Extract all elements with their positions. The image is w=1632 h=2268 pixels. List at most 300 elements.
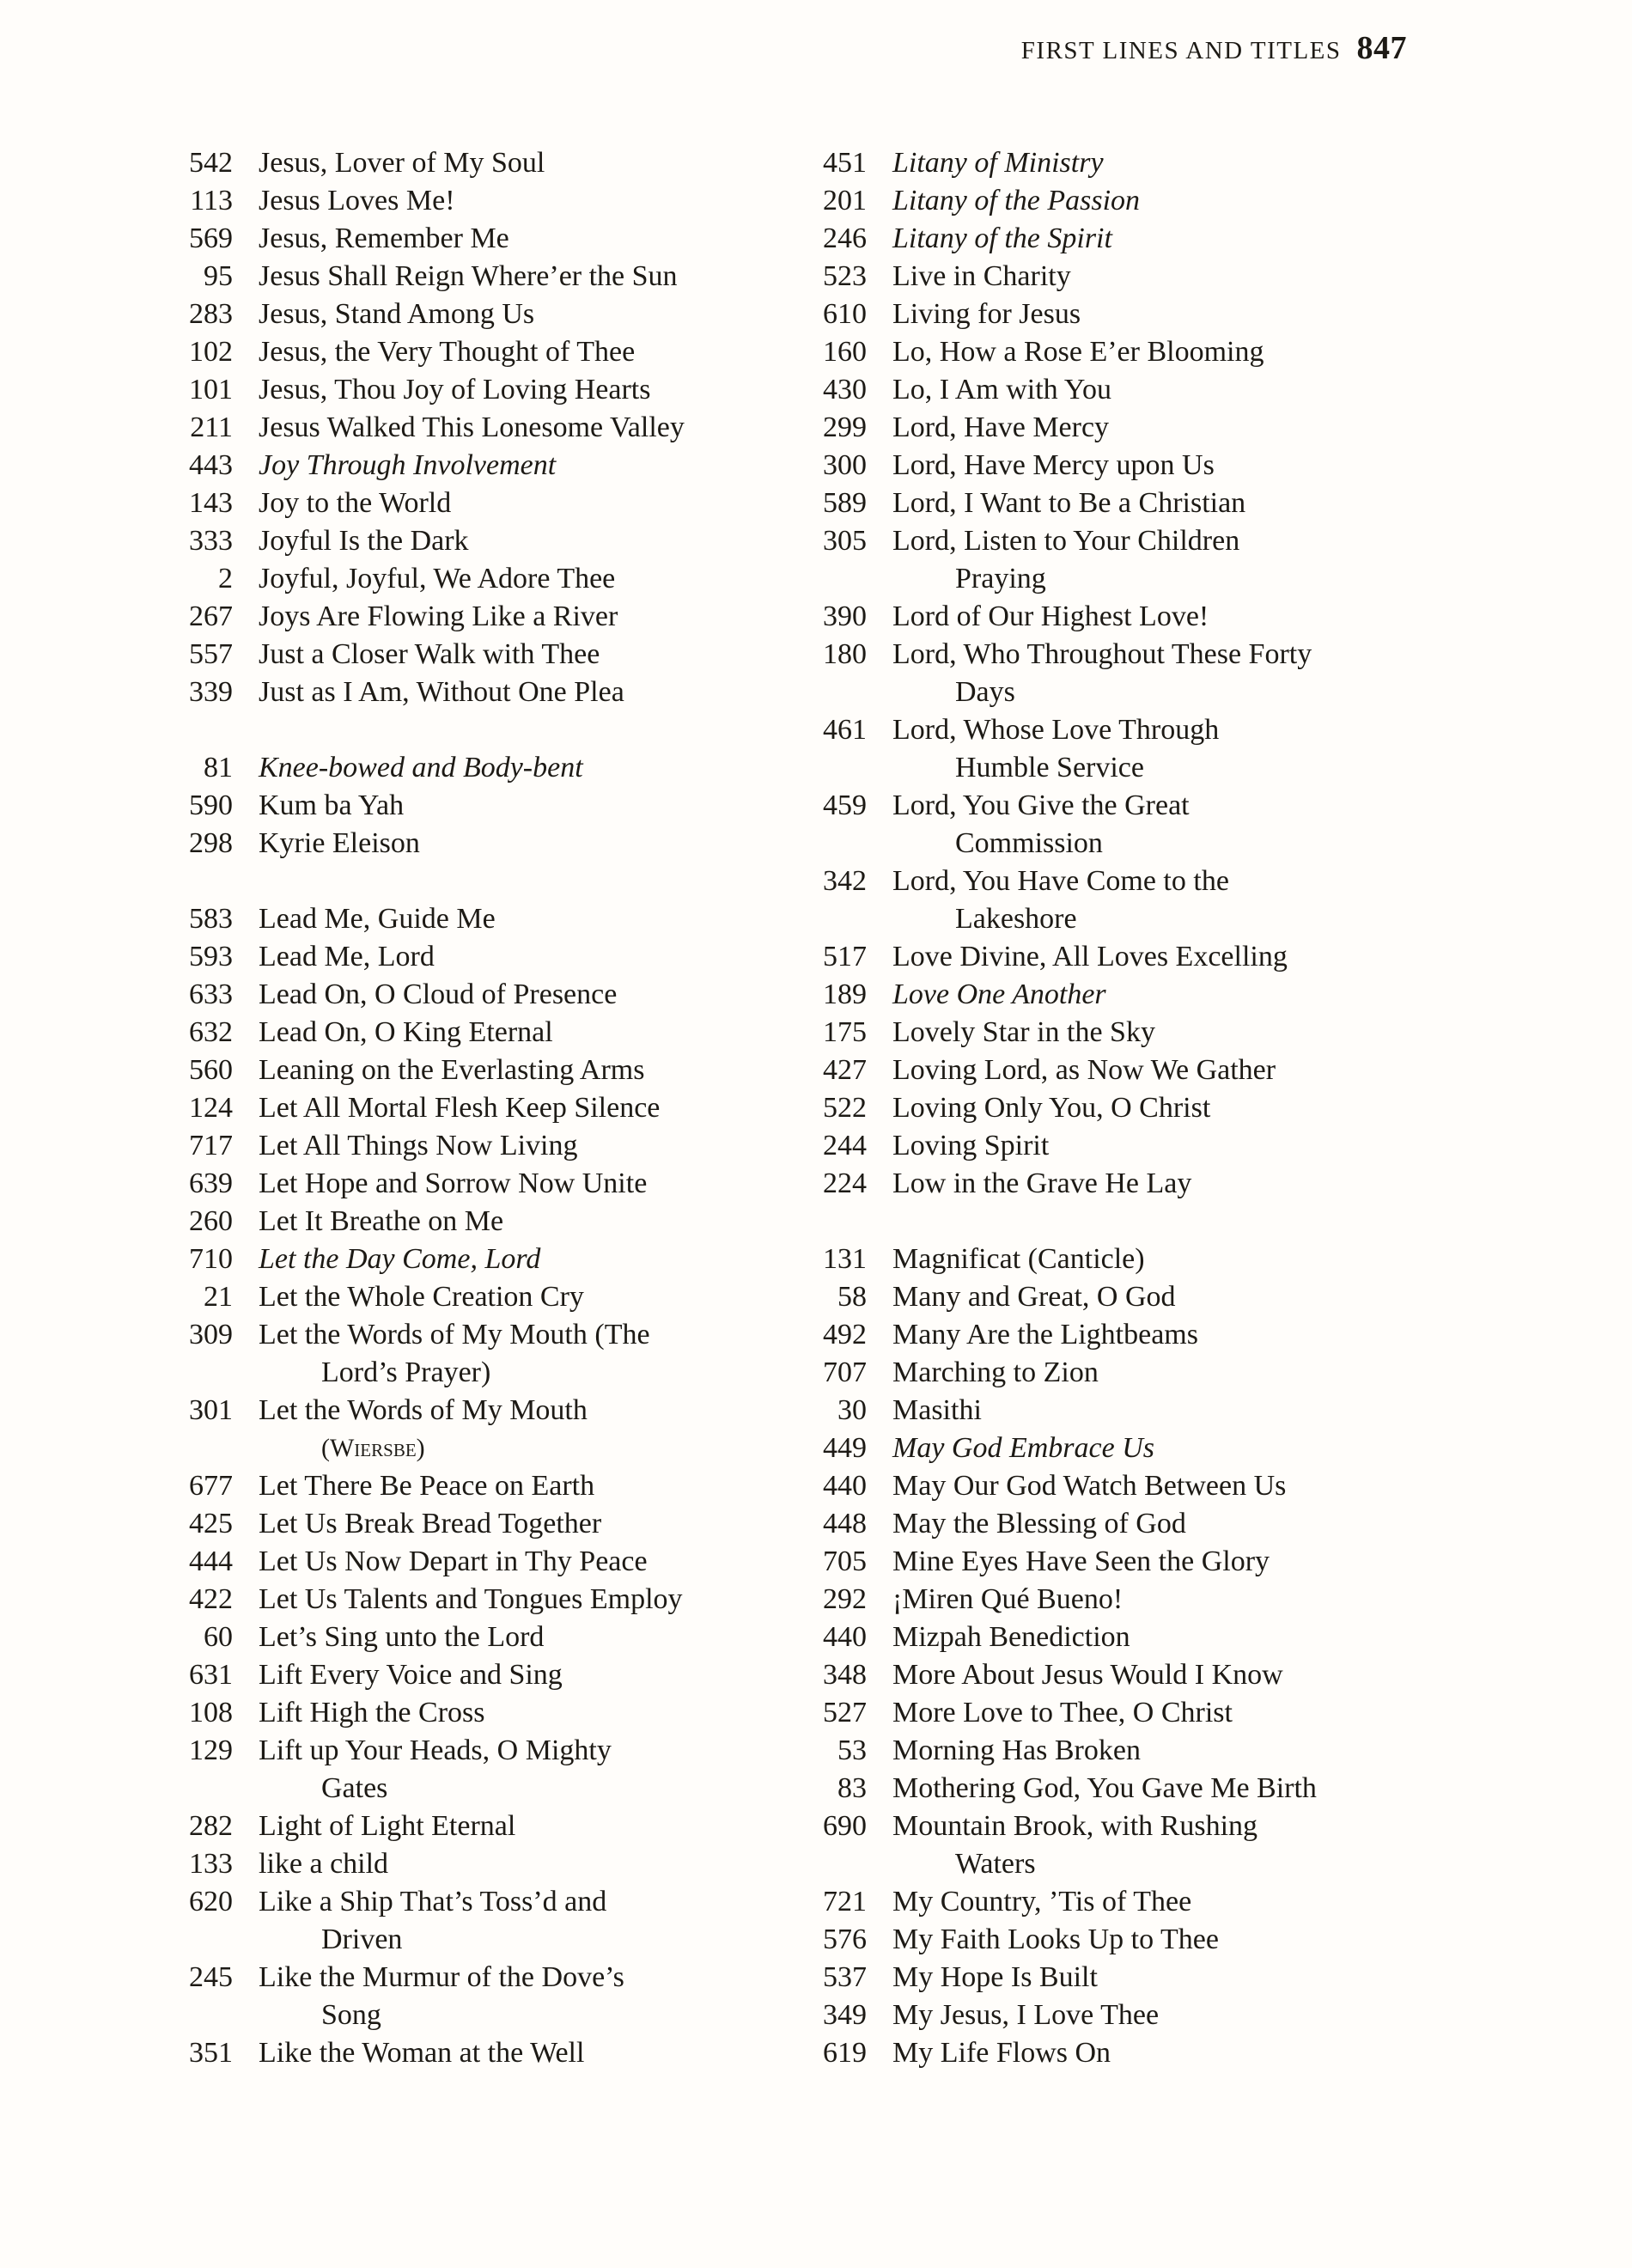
hymn-number: 245 [189, 1961, 233, 1993]
index-entry [120, 1656, 761, 1694]
index-entry [754, 787, 1441, 863]
index-entry [754, 1581, 1441, 1619]
index-entry [120, 182, 761, 220]
index-entry [120, 1203, 761, 1241]
hymn-number: 557 [189, 638, 233, 670]
hymn-title [892, 1997, 1441, 2034]
hymn-number: 102 [189, 336, 233, 368]
hymn-number: 2 [218, 563, 233, 594]
hymn-title-line: Lord, Listen to Your Children [892, 525, 1240, 557]
hymn-number: 260 [189, 1205, 233, 1237]
index-entry [120, 522, 761, 560]
hymn-number: 639 [189, 1168, 233, 1199]
index-entry [120, 220, 761, 258]
group-spacer [120, 863, 761, 900]
hymn-title-line: Jesus Shall Reign Where’er the Sun [259, 260, 678, 292]
hymn-title [259, 1203, 761, 1241]
hymn-title [892, 1014, 1441, 1052]
hymn-title-line: Let the Day Come, Lord [259, 1243, 541, 1275]
index-entry [754, 1354, 1441, 1392]
index-entry [120, 1694, 761, 1732]
hymn-title-line: like a child [259, 1848, 389, 1880]
index-entry [754, 636, 1441, 711]
index-entry [120, 825, 761, 863]
hymn-title-line: Lord, You Give the Great [892, 790, 1190, 821]
index-entry [754, 1732, 1441, 1770]
hymn-number: 301 [189, 1394, 233, 1426]
hymn-title-line: Jesus Walked This Lonesome Valley [259, 412, 685, 443]
hymn-title-line: Loving Lord, as Now We Gather [892, 1054, 1276, 1086]
hymn-title-line: Love Divine, All Loves Excelling [892, 941, 1288, 972]
hymn-title [259, 485, 761, 522]
hymn-number: 244 [823, 1130, 867, 1161]
hymn-title-line: Leaning on the Everlasting Arms [259, 1054, 645, 1086]
hymn-number: 21 [204, 1281, 233, 1313]
hymn-number: 351 [189, 2037, 233, 2069]
hymn-number: 710 [189, 1243, 233, 1275]
hymn-title-line: Jesus, Lover of My Soul [259, 147, 545, 179]
hymn-number: 81 [204, 752, 233, 783]
hymn-title [892, 711, 1441, 787]
index-entry [754, 976, 1441, 1014]
hymn-title [892, 1354, 1441, 1392]
hymn-title-line: Let All Things Now Living [259, 1130, 578, 1161]
index-entry [754, 447, 1441, 485]
index-entry [754, 1278, 1441, 1316]
hymn-title [259, 1278, 761, 1316]
hymn-number: 282 [189, 1810, 233, 1842]
hymn-title [892, 1619, 1441, 1656]
hymn-title [892, 1316, 1441, 1354]
hymn-title-line: Lord, Who Throughout These Forty [892, 638, 1312, 670]
hymn-title-continuation: Gates [321, 1772, 388, 1804]
hymn-title [892, 220, 1441, 258]
index-entry [754, 182, 1441, 220]
hymn-title [259, 1014, 761, 1052]
hymn-title-line: Lift High the Cross [259, 1697, 485, 1728]
hymn-title-line: Let the Whole Creation Cry [259, 1281, 584, 1313]
hymn-title-line: Lo, How a Rose E’er Blooming [892, 336, 1264, 368]
hymn-number: 427 [823, 1054, 867, 1086]
hymn-title-line: Litany of the Spirit [892, 223, 1112, 254]
index-entry [120, 485, 761, 522]
hymn-title-line: Light of Light Eternal [259, 1810, 516, 1842]
hymn-number: 333 [189, 525, 233, 557]
hymn-title [892, 2034, 1441, 2072]
hymn-title [259, 1241, 761, 1278]
hymn-title [892, 863, 1441, 938]
index-entry [120, 1052, 761, 1089]
index-entry [120, 1845, 761, 1883]
hymn-number: 721 [823, 1886, 867, 1917]
hymn-title-line: Masithi [892, 1394, 982, 1426]
hymn-title [259, 447, 761, 485]
hymn-title [259, 1883, 761, 1959]
hymn-title [892, 1430, 1441, 1467]
hymn-number: 522 [823, 1092, 867, 1124]
index-entry [120, 787, 761, 825]
hymn-title [892, 296, 1441, 333]
hymn-title-line: Just as I Am, Without One Plea [259, 676, 624, 708]
hymn-title-line: Many Are the Lightbeams [892, 1319, 1198, 1350]
hymn-title-line: My Faith Looks Up to Thee [892, 1924, 1219, 1955]
hymn-number: 443 [189, 449, 233, 481]
index-entry [754, 1165, 1441, 1203]
hymn-title [892, 447, 1441, 485]
hymn-title [259, 1392, 761, 1467]
hymn-number: 527 [823, 1697, 867, 1728]
hymn-title-line: Joy to the World [259, 487, 452, 519]
hymn-title [892, 1694, 1441, 1732]
hymn-title [259, 1052, 761, 1089]
hymn-number: 342 [823, 865, 867, 897]
hymn-title-line: Jesus Loves Me! [259, 185, 455, 216]
hymn-title-line: Low in the Grave He Lay [892, 1168, 1192, 1199]
index-column-right [754, 144, 1441, 2072]
hymn-number: 449 [823, 1432, 867, 1464]
hymn-title-line: My Hope Is Built [892, 1961, 1098, 1993]
hymn-title [892, 1467, 1441, 1505]
hymn-title-line: More About Jesus Would I Know [892, 1659, 1283, 1691]
hymn-title [259, 598, 761, 636]
hymn-number: 631 [189, 1659, 233, 1691]
index-entry [120, 1467, 761, 1505]
hymn-title-line: Like the Woman at the Well [259, 2037, 585, 2069]
hymn-number: 425 [189, 1508, 233, 1539]
index-entry [120, 1127, 761, 1165]
hymn-title [892, 1089, 1441, 1127]
hymn-title [259, 976, 761, 1014]
hymn-title-line: Lead Me, Lord [259, 941, 435, 972]
hymn-title-line: Live in Charity [892, 260, 1071, 292]
hymn-title [892, 1127, 1441, 1165]
hymn-title-line: My Jesus, I Love Thee [892, 1999, 1160, 2031]
index-entry [120, 1014, 761, 1052]
index-entry [120, 1505, 761, 1543]
index-entry [754, 296, 1441, 333]
hymn-title [259, 1089, 761, 1127]
hymn-title [892, 976, 1441, 1014]
hymn-title [892, 182, 1441, 220]
index-entry [120, 976, 761, 1014]
index-entry [120, 560, 761, 598]
index-entry [120, 371, 761, 409]
hymn-title [259, 1959, 761, 2034]
index-entry [120, 1165, 761, 1203]
index-entry [120, 1543, 761, 1581]
hymn-number: 632 [189, 1016, 233, 1048]
hymn-title-line: Lead Me, Guide Me [259, 903, 496, 935]
hymn-title [892, 1278, 1441, 1316]
hymn-title [892, 258, 1441, 296]
hymn-number: 101 [189, 374, 233, 405]
hymn-title [259, 1505, 761, 1543]
hymn-title [892, 636, 1441, 711]
index-entry [120, 598, 761, 636]
hymn-number: 517 [823, 941, 867, 972]
hymn-number: 180 [823, 638, 867, 670]
index-entry [754, 333, 1441, 371]
hymn-title [892, 371, 1441, 409]
hymn-title [259, 1694, 761, 1732]
hymn-title-line: Marching to Zion [892, 1357, 1099, 1388]
hymn-title [892, 1732, 1441, 1770]
group-spacer [120, 711, 761, 749]
index-entry [754, 863, 1441, 938]
hymn-title [892, 787, 1441, 863]
hymn-number: 537 [823, 1961, 867, 1993]
hymn-number: 299 [823, 412, 867, 443]
hymn-number: 113 [190, 185, 233, 216]
page-header [1021, 29, 1407, 67]
hymn-title-line: Kum ba Yah [259, 790, 405, 821]
hymn-title-line: Like the Murmur of the Dove’s [259, 1961, 624, 1993]
index-entry [754, 258, 1441, 296]
hymn-title-line: Lord, Have Mercy [892, 412, 1110, 443]
index-entry [754, 1430, 1441, 1467]
index-entry [120, 296, 761, 333]
index-entry [754, 220, 1441, 258]
hymn-title-line: Lead On, O King Eternal [259, 1016, 553, 1048]
index-entry [754, 2034, 1441, 2072]
hymn-title [259, 1581, 761, 1619]
hymn-title-line: Let’s Sing unto the Lord [259, 1621, 545, 1653]
group-spacer [754, 1203, 1441, 1241]
hymn-number: 589 [823, 487, 867, 519]
hymn-title-line: Let the Words of My Mouth (The [259, 1319, 650, 1350]
hymn-title-line: Lord of Our Highest Love! [892, 601, 1209, 632]
hymn-number: 444 [189, 1546, 233, 1577]
hymn-title-continuation: Song [321, 1999, 381, 2031]
hymn-number: 459 [823, 790, 867, 821]
hymn-title [259, 1127, 761, 1165]
hymn-title [259, 1619, 761, 1656]
hymn-title-continuation: Humble Service [955, 752, 1144, 783]
hymn-title-line: More Love to Thee, O Christ [892, 1697, 1233, 1728]
hymn-number: 201 [823, 185, 867, 216]
index-entry [754, 1089, 1441, 1127]
hymn-title [892, 1392, 1441, 1430]
hymn-number: 542 [189, 147, 233, 179]
hymn-number: 492 [823, 1319, 867, 1350]
index-entry [120, 2034, 761, 2072]
index-entry [754, 711, 1441, 787]
hymn-title [259, 1467, 761, 1505]
index-entry [754, 409, 1441, 447]
hymn-title [259, 938, 761, 976]
hymn-number: 451 [823, 147, 867, 179]
hymn-title [259, 182, 761, 220]
hymn-title [892, 144, 1441, 182]
hymn-title-continuation: Days [955, 676, 1015, 708]
hymn-number: 53 [837, 1735, 867, 1766]
hymn-title-line: My Life Flows On [892, 2037, 1111, 2069]
hymn-title [259, 296, 761, 333]
hymn-number: 523 [823, 260, 867, 292]
index-entry [754, 1543, 1441, 1581]
hymn-title-line: Kyrie Eleison [259, 827, 420, 859]
hymn-title [259, 825, 761, 863]
hymn-number: 448 [823, 1508, 867, 1539]
hymn-number: 677 [189, 1470, 233, 1502]
index-entry [754, 1467, 1441, 1505]
hymn-title [892, 1656, 1441, 1694]
hymn-title-line: Mothering God, You Gave Me Birth [892, 1772, 1317, 1804]
hymn-title [259, 333, 761, 371]
hymn-number: 610 [823, 298, 867, 330]
hymn-title-line: Lead On, O Cloud of Presence [259, 979, 618, 1010]
hymn-title-line: Joyful Is the Dark [259, 525, 469, 557]
index-entry [754, 1883, 1441, 1921]
hymn-title [259, 1845, 761, 1883]
hymn-title [259, 1543, 761, 1581]
index-entry [120, 1089, 761, 1127]
hymn-number: 633 [189, 979, 233, 1010]
index-entry [754, 1241, 1441, 1278]
hymn-number: 620 [189, 1886, 233, 1917]
hymn-title [259, 674, 761, 711]
hymn-title [892, 1505, 1441, 1543]
hymn-title [892, 1770, 1441, 1808]
hymn-number: 246 [823, 223, 867, 254]
index-entry [120, 333, 761, 371]
index-entry [120, 1732, 761, 1808]
index-entry [754, 1959, 1441, 1997]
index-entry [120, 1619, 761, 1656]
hymn-number: 569 [189, 223, 233, 254]
hymn-number: 175 [823, 1016, 867, 1048]
hymn-title-line: Love One Another [892, 979, 1106, 1010]
hymn-number: 440 [823, 1621, 867, 1653]
hymn-number: 129 [189, 1735, 233, 1766]
hymn-title [259, 636, 761, 674]
hymn-title-line: Lord, Whose Love Through [892, 714, 1220, 746]
hymn-number: 576 [823, 1924, 867, 1955]
hymn-number: 461 [823, 714, 867, 746]
hymn-title-line: Just a Closer Walk with Thee [259, 638, 600, 670]
hymn-number: 160 [823, 336, 867, 368]
hymn-number: 583 [189, 903, 233, 935]
hymn-title-line: My Country, ’Tis of Thee [892, 1886, 1192, 1917]
hymn-number: 108 [189, 1697, 233, 1728]
hymn-number: 590 [189, 790, 233, 821]
hymn-number: 224 [823, 1168, 867, 1199]
hymn-title-line: Like a Ship That’s Toss’d and [259, 1886, 607, 1917]
index-entry [754, 144, 1441, 182]
hymn-title-line: Let There Be Peace on Earth [259, 1470, 595, 1502]
hymn-title-continuation: Praying [955, 563, 1046, 594]
hymn-title [259, 1656, 761, 1694]
index-entry [754, 1014, 1441, 1052]
hymn-title [259, 749, 761, 787]
hymn-title-line: May Our God Watch Between Us [892, 1470, 1287, 1502]
index-entry [120, 1392, 761, 1467]
hymn-number: 60 [204, 1621, 233, 1653]
hymn-number: 95 [204, 260, 233, 292]
hymn-number: 705 [823, 1546, 867, 1577]
hymn-number: 267 [189, 601, 233, 632]
hymn-number: 390 [823, 601, 867, 632]
hymn-title [892, 938, 1441, 976]
hymn-title-line: Lord, You Have Come to the [892, 865, 1229, 897]
hymn-title-line: Mine Eyes Have Seen the Glory [892, 1546, 1270, 1577]
page-number: 847 [1356, 30, 1407, 66]
index-entry [754, 1392, 1441, 1430]
index-entry [120, 1581, 761, 1619]
hymn-number: 305 [823, 525, 867, 557]
index-entry [754, 598, 1441, 636]
hymn-number: 58 [837, 1281, 867, 1313]
hymn-number: 124 [189, 1092, 233, 1124]
hymn-title-line: Lift up Your Heads, O Mighty [259, 1735, 612, 1766]
hymn-number: 292 [823, 1583, 867, 1615]
hymn-title [892, 1241, 1441, 1278]
hymn-title-line: Loving Spirit [892, 1130, 1050, 1161]
hymn-title-line: Mountain Brook, with Rushing [892, 1810, 1258, 1842]
index-entry [120, 1883, 761, 1959]
hymn-title [892, 1165, 1441, 1203]
hymn-title [259, 409, 761, 447]
index-entry [754, 1921, 1441, 1959]
hymn-title-line: Joy Through Involvement [259, 449, 557, 481]
hymn-title-line: May the Blessing of God [892, 1508, 1186, 1539]
hymn-title-line: Lift Every Voice and Sing [259, 1659, 563, 1691]
index-entry [120, 144, 761, 182]
hymn-title [259, 900, 761, 938]
hymn-title-line: Let Us Talents and Tongues Employ [259, 1583, 683, 1615]
hymn-title-line: Let the Words of My Mouth [259, 1394, 588, 1426]
hymn-title-line: Mizpah Benediction [892, 1621, 1130, 1653]
hymn-number: 83 [837, 1772, 867, 1804]
index-entry [754, 1808, 1441, 1883]
index-column-left [120, 144, 761, 2072]
index-entry [120, 900, 761, 938]
hymn-title [892, 522, 1441, 598]
hymn-title [259, 1808, 761, 1845]
index-entry [754, 522, 1441, 598]
hymn-number: 430 [823, 374, 867, 405]
hymn-number: 690 [823, 1810, 867, 1842]
hymn-title-continuation: Driven [321, 1924, 403, 1955]
hymn-title-line: Jesus, Stand Among Us [259, 298, 535, 330]
index-entry [754, 1316, 1441, 1354]
hymn-title-continuation: Lord’s Prayer) [321, 1357, 491, 1388]
hymn-title-line: Jesus, the Very Thought of Thee [259, 336, 636, 368]
hymn-title-line: Litany of Ministry [892, 147, 1104, 179]
hymn-title [892, 1959, 1441, 1997]
hymn-title-line: Loving Only You, O Christ [892, 1092, 1211, 1124]
index-entry [754, 1619, 1441, 1656]
hymn-title-line: May God Embrace Us [892, 1432, 1154, 1464]
hymn-title-continuation: (Wiersbe) [321, 1434, 425, 1462]
hymn-title-line: Lo, I Am with You [892, 374, 1112, 405]
hymn-title-line: Let Us Break Bread Together [259, 1508, 602, 1539]
hymn-number: 133 [189, 1848, 233, 1880]
hymn-number: 131 [823, 1243, 867, 1275]
hymn-title-line: Joyful, Joyful, We Adore Thee [259, 563, 616, 594]
hymn-number: 189 [823, 979, 867, 1010]
index-entry [754, 938, 1441, 976]
hymn-title [892, 1808, 1441, 1883]
hymn-number: 283 [189, 298, 233, 330]
index-entry [120, 674, 761, 711]
hymn-title [892, 1581, 1441, 1619]
hymn-title-line: ¡Miren Qué Bueno! [892, 1583, 1124, 1615]
hymn-title-line: Let Us Now Depart in Thy Peace [259, 1546, 648, 1577]
hymn-title-line: Jesus, Thou Joy of Loving Hearts [259, 374, 651, 405]
index-entry [120, 447, 761, 485]
hymn-number: 349 [823, 1999, 867, 2031]
